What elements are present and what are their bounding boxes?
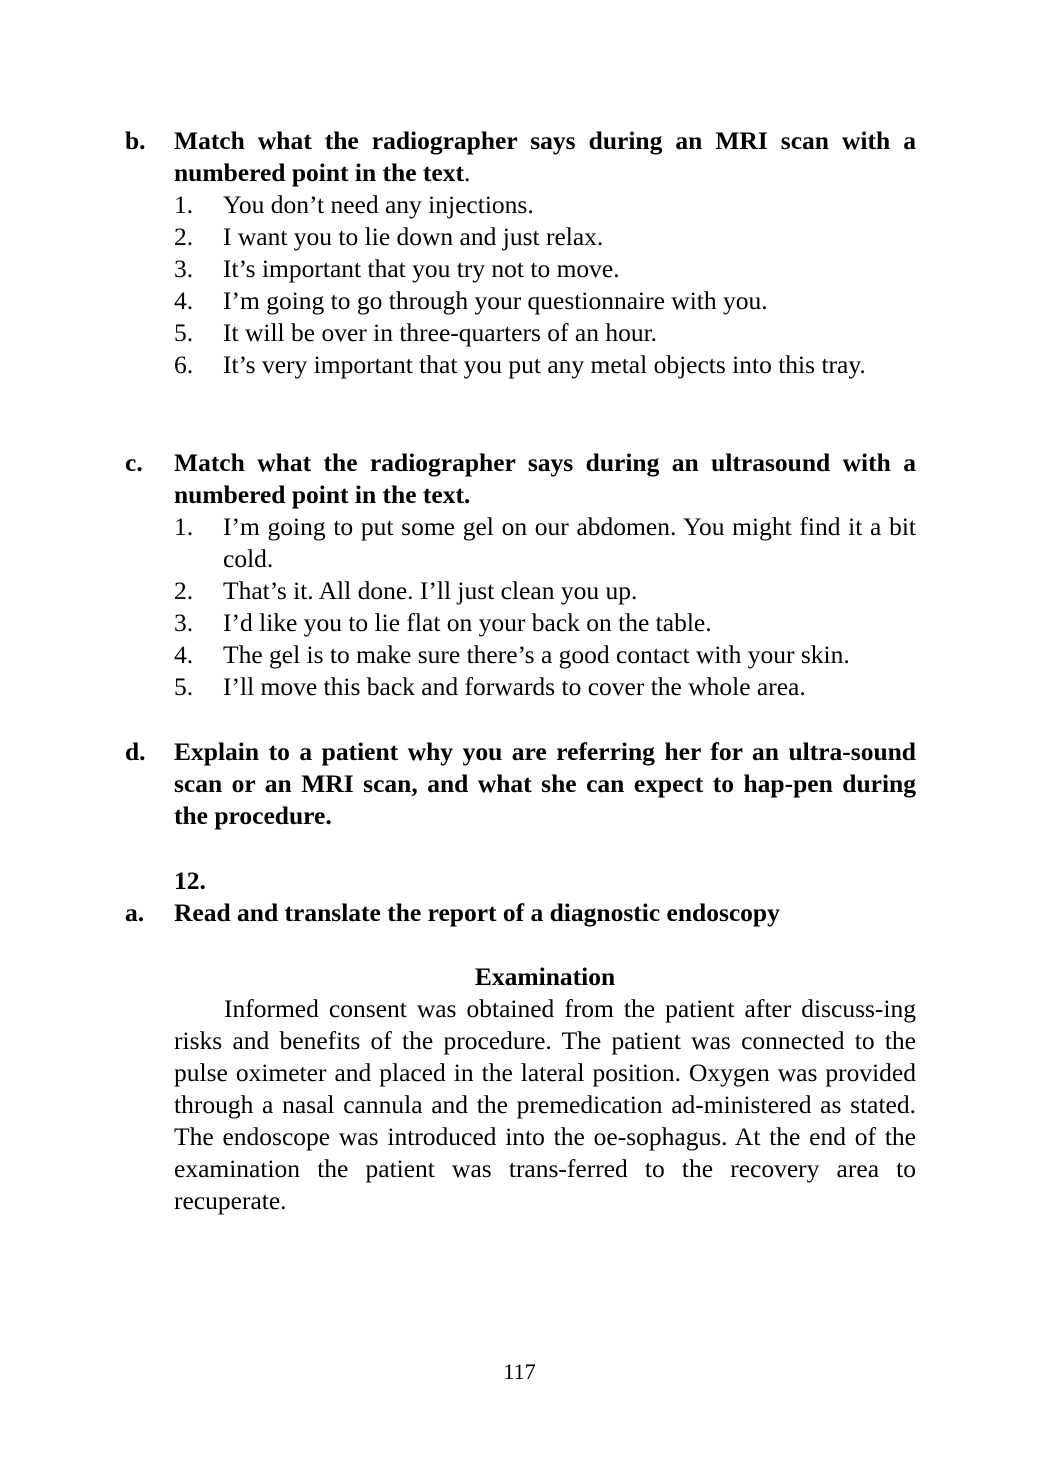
list-item <box>174 607 916 639</box>
list-item <box>174 189 916 221</box>
section-heading: Read and translate the report of a diagnostic endoscopy <box>174 898 780 927</box>
section-body <box>174 736 916 832</box>
item-text: It’s very important that you put any metal objects into this tray. <box>223 350 866 379</box>
list-item <box>174 671 916 703</box>
examination-body: Informed consent was obtained from the patient after discuss-ing risks and benefits of the procedure. The patient was connected to the pulse oximeter and placed in the lateral position. Oxygen was provided through a nasal cannula and the premedication ad-ministered as stated. The endoscope was introduced into the oe-sophagus. At the end of the examination the patient was trans-ferred to the recovery area to recuperate. <box>174 994 916 1215</box>
item-text: The gel is to make sure there’s a good contact with your skin. <box>223 640 850 669</box>
item-number: 6. <box>174 350 194 379</box>
section-heading: Match what the radiographer says during an ultrasound with a numbered point in the text. <box>174 448 916 509</box>
item-number: 2. <box>174 222 194 251</box>
item-text: I’m going to put some gel on our abdomen. You might find it a bit cold. <box>223 512 916 573</box>
section-letter: b. <box>125 126 146 155</box>
item-text: I’ll move this back and forwards to cover the whole area. <box>223 672 806 701</box>
section-letter: d. <box>125 737 146 766</box>
item-list <box>174 189 916 381</box>
item-number: 1. <box>174 512 194 541</box>
item-number: 5. <box>174 318 194 347</box>
item-list <box>174 511 916 703</box>
item-number: 3. <box>174 608 194 637</box>
item-number: 1. <box>174 190 194 219</box>
item-text: You don’t need any injections. <box>223 190 534 219</box>
item-text: It’s important that you try not to move. <box>223 254 620 283</box>
list-item <box>174 317 916 349</box>
list-item <box>174 221 916 253</box>
item-number: 4. <box>174 286 194 315</box>
item-number: 4. <box>174 640 194 669</box>
item-number: 2. <box>174 576 194 605</box>
examination-title: Examination <box>474 962 616 991</box>
item-text: That’s it. All done. I’ll just clean you up. <box>223 576 638 605</box>
list-item <box>174 285 916 317</box>
section-heading-trail: . <box>463 158 471 187</box>
item-text: I’m going to go through your questionnaire with you. <box>223 286 768 315</box>
list-item <box>174 575 916 607</box>
page-number: 117 <box>503 1359 536 1384</box>
section-heading <box>174 125 916 189</box>
item-number: 5. <box>174 672 194 701</box>
section-heading: Explain to a patient why you are referring her for an ultra-sound scan or an MRI scan, and what she can expect to hap-pen during the procedure. <box>174 737 916 830</box>
list-item <box>174 639 916 671</box>
item-text: It will be over in three-quarters of an hour. <box>223 318 658 347</box>
item-text: I want you to lie down and just relax. <box>223 222 604 251</box>
section-body <box>174 125 916 381</box>
list-item <box>174 253 916 285</box>
section-body <box>174 897 916 929</box>
exercise-number: 12. <box>174 866 206 895</box>
list-item <box>174 511 916 575</box>
item-number: 3. <box>174 254 194 283</box>
list-item <box>174 349 916 381</box>
section-letter: c. <box>125 448 143 477</box>
section-body <box>174 447 916 703</box>
item-text: I’d like you to lie flat on your back on the table. <box>223 608 712 637</box>
section-heading-text: Match what the radiographer says during an MRI scan with a numbered point in the text <box>174 126 916 187</box>
section-letter: a. <box>125 898 145 927</box>
